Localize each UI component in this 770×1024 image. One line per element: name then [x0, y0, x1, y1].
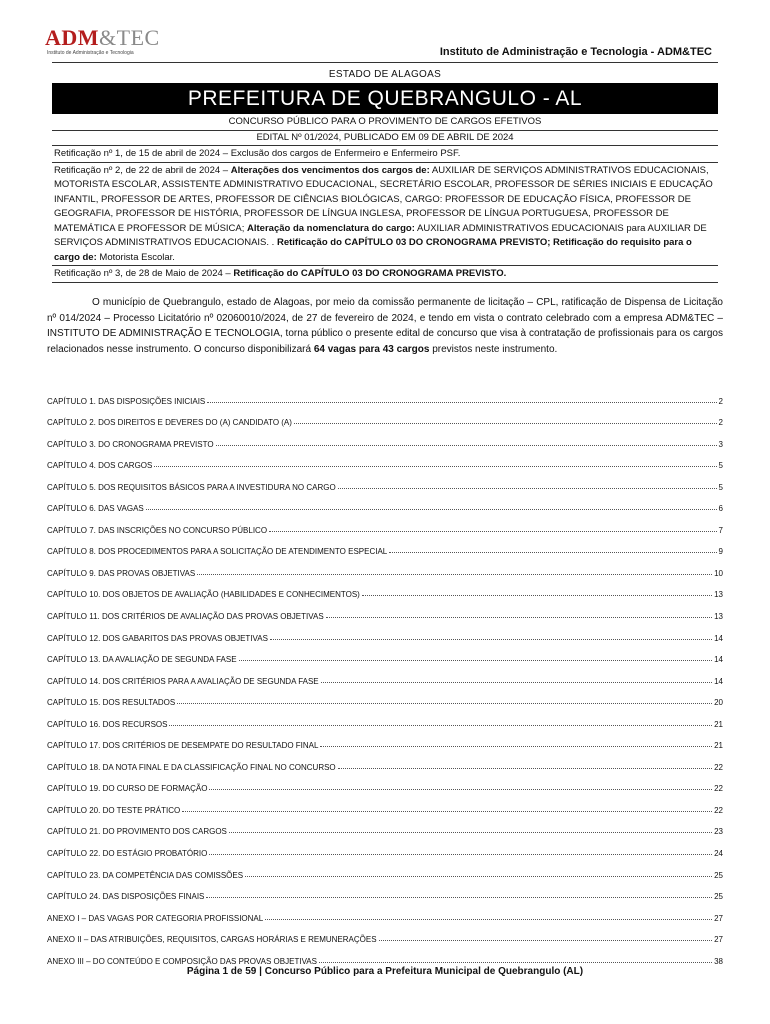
toc-entry-label: CAPÍTULO 2. DOS DIREITOS E DEVERES DO (A) CANDIDATO (A)	[47, 418, 292, 428]
toc-dot-leader	[206, 896, 712, 898]
toc-entry-page: 13	[714, 612, 723, 622]
toc-dot-leader	[319, 961, 712, 963]
toc-dot-leader	[379, 939, 713, 941]
intro-text: O município de Quebrangulo, estado de Alagoas, por meio da comissão permanente de licitação – CPL, ratificação de Dispensa de Licitação nº 014/2024 – Processo Licitatório nº 02060010/2024, de 27 de fevereiro de 2024, e tendo em vista o contrato celebrado com a empresa ADM&TEC – INSTITUTO DE ADMINISTRAÇÃO E TECNOLOGIA, torna público o presente edital de concurso que visa à contratação de profissionais para os cargos relacionados nesse instrumento. O concurso disponibilizará	[47, 297, 723, 355]
logo-wordmark	[45, 26, 160, 50]
toc-entry-label: CAPÍTULO 3. DO CRONOGRAMA PREVISTO	[47, 439, 214, 449]
toc-entry-page: 23	[714, 827, 723, 837]
toc-entry-label: ANEXO II – DAS ATRIBUIÇÕES, REQUISITOS, CARGAS HORÁRIAS E REMUNERAÇÕES	[47, 935, 377, 945]
concurso-subtitle: CONCURSO PÚBLICO PARA O PROVIMENTO DE CARGOS EFETIVOS	[228, 116, 542, 127]
table-of-contents	[47, 384, 723, 966]
toc-entry-page: 38	[714, 956, 723, 966]
toc-entry[interactable]	[47, 470, 723, 492]
toc-entry[interactable]	[47, 643, 723, 665]
toc-entry[interactable]	[47, 449, 723, 471]
toc-entry-label: CAPÍTULO 4. DOS CARGOS	[47, 461, 153, 471]
edital-subtitle: EDITAL Nº 01/2024, PUBLICADO EM 09 DE ABRIL DE 2024	[52, 130, 718, 144]
toc-entry-label: ANEXO III – DO CONTEÚDO E COMPOSIÇÃO DAS PROVAS OBJETIVAS	[47, 956, 317, 966]
toc-entry[interactable]	[47, 944, 723, 966]
toc-entry-label: CAPÍTULO 5. DOS REQUISITOS BÁSICOS PARA A INVESTIDURA NO CARGO	[47, 482, 336, 492]
retificacao-2-bold-1: Alterações dos vencimentos dos cargos de:	[230, 164, 430, 176]
toc-entry-label: CAPÍTULO 12. DOS GABARITOS DAS PROVAS OBJETIVAS	[47, 633, 268, 643]
toc-dot-leader	[389, 551, 716, 553]
retificacao-2-bold-3: Retificação do CAPÍTULO 03 DO CRONOGRAMA PREVISTO; Retificação do requisito para o cargo de:	[54, 237, 692, 263]
toc-entry[interactable]	[47, 535, 723, 557]
toc-entry[interactable]	[47, 880, 723, 902]
toc-entry-label: CAPÍTULO 6. DAS VAGAS	[47, 504, 144, 514]
retificacao-1-text: Retificação nº 1, de 15 de abril de 2024 – Exclusão dos cargos de Enfermeiro e Enfermeiro PSF.	[54, 148, 461, 159]
toc-entry-page: 7	[718, 525, 723, 535]
company-logo	[45, 25, 160, 58]
toc-entry-page: 24	[714, 849, 723, 859]
toc-dot-leader	[154, 465, 716, 467]
retificacao-2-text-1: AUXILIAR DE SERVIÇOS ADMINISTRATIVOS EDUCACIONAIS, MOTORISTA ESCOLAR, ASSISTENTE ADMINISTRATIVO EDUCACIONAL, SECRETÁRIO ESCOLAR, PROFESSOR DE SÉRIES INICIAIS E EDUCAÇÃO INFANTIL, PROFESSOR DE ARTES, PROFESSOR DE CIÊNCIAS BIOLÓGICAS, CARGO: PROFESSOR DE EDUCAÇÃO FÍSICA, PROFESSOR DE GEOGRAFIA, PROFESSOR DE HISTÓRIA, PROFESSOR DE LÍNGUA INGLESA, PROFESSOR DE LÍNGUA PORTUGUESA, PROFESSOR DE MATEMÁTICA E PROFESSOR DE MÚSICA;	[54, 164, 713, 234]
toc-dot-leader	[209, 788, 712, 790]
toc-entry[interactable]	[47, 729, 723, 751]
toc-entry-label: CAPÍTULO 7. DAS INSCRIÇÕES NO CONCURSO PÚBLICO	[47, 525, 268, 535]
toc-entry[interactable]	[47, 664, 723, 686]
toc-entry[interactable]	[47, 427, 723, 449]
toc-dot-leader	[182, 810, 712, 812]
toc-entry[interactable]	[47, 513, 723, 535]
retificacao-3	[52, 265, 718, 283]
retificacoes-box	[52, 145, 718, 283]
toc-entry-page: 25	[714, 892, 723, 902]
retificacao-2	[52, 162, 718, 266]
toc-dot-leader	[320, 745, 712, 747]
toc-entry-page: 3	[718, 439, 723, 449]
toc-entry-label: CAPÍTULO 11. DOS CRITÉRIOS DE AVALIAÇÃO DAS PROVAS OBJETIVAS	[47, 612, 324, 622]
toc-entry-label: CAPÍTULO 17. DOS CRITÉRIOS DE DESEMPATE DO RESULTADO FINAL	[47, 741, 319, 751]
toc-entry-label: CAPÍTULO 20. DO TESTE PRÁTICO	[47, 805, 181, 815]
toc-entry-page: 25	[714, 870, 723, 880]
header-divider	[52, 62, 718, 63]
toc-entry-page: 6	[718, 504, 723, 514]
toc-entry-page: 14	[714, 676, 723, 686]
toc-entry[interactable]	[47, 406, 723, 428]
toc-dot-leader	[270, 638, 712, 640]
toc-entry-label: CAPÍTULO 10. DOS OBJETOS DE AVALIAÇÃO (HABILIDADES E CONHECIMENTOS)	[47, 590, 360, 600]
toc-dot-leader	[269, 530, 717, 532]
page-title: PREFEITURA DE QUEBRANGULO - AL	[52, 83, 718, 114]
logo-tec: &TEC	[99, 25, 160, 50]
toc-entry-label: ANEXO I – DAS VAGAS POR CATEGORIA PROFISSIONAL	[47, 913, 264, 923]
retificacao-3-prefix: Retificação nº 3, de 28 de Maio de 2024 –	[54, 268, 234, 279]
toc-entry-page: 2	[718, 396, 723, 406]
toc-dot-leader	[294, 422, 717, 424]
toc-entry-page: 9	[718, 547, 723, 557]
toc-entry-page: 14	[714, 633, 723, 643]
toc-entry-page: 22	[714, 784, 723, 794]
toc-entry-label: CAPÍTULO 1. DAS DISPOSIÇÕES INICIAIS	[47, 396, 206, 406]
toc-dot-leader	[338, 487, 717, 489]
intro-vagas-highlight: 64 vagas para 43 cargos	[313, 343, 430, 355]
toc-entry[interactable]	[47, 599, 723, 621]
toc-entry[interactable]	[47, 578, 723, 600]
toc-entry-page: 27	[714, 935, 723, 945]
toc-dot-leader	[338, 767, 712, 769]
logo-adm: ADM	[45, 25, 100, 50]
toc-entry-label: CAPÍTULO 9. DAS PROVAS OBJETIVAS	[47, 568, 196, 578]
toc-entry-page: 5	[718, 482, 723, 492]
page-footer: Página 1 de 59 | Concurso Público para a Prefeitura Municipal de Quebrangulo (AL)	[186, 966, 584, 977]
intro-paragraph	[47, 295, 723, 357]
toc-entry-page: 21	[714, 719, 723, 729]
toc-entry-page: 21	[714, 741, 723, 751]
toc-dot-leader	[265, 918, 712, 920]
toc-entry[interactable]	[47, 793, 723, 815]
toc-entry[interactable]	[47, 621, 723, 643]
toc-entry-page: 13	[714, 590, 723, 600]
retificacao-2-text-3: Motorista Escolar.	[96, 251, 175, 263]
toc-dot-leader	[146, 508, 717, 510]
toc-entry-page: 20	[714, 698, 723, 708]
toc-entry[interactable]	[47, 707, 723, 729]
toc-dot-leader	[239, 659, 713, 661]
toc-entry-label: CAPÍTULO 23. DA COMPETÊNCIA DAS COMISSÕES	[47, 870, 244, 880]
toc-dot-leader	[216, 444, 717, 446]
toc-dot-leader	[362, 594, 712, 596]
toc-dot-leader	[209, 853, 712, 855]
toc-dot-leader	[197, 573, 712, 575]
toc-entry-label: CAPÍTULO 22. DO ESTÁGIO PROBATÓRIO	[47, 849, 208, 859]
toc-entry-label: CAPÍTULO 15. DOS RESULTADOS	[47, 698, 176, 708]
toc-dot-leader	[177, 702, 712, 704]
toc-entry[interactable]	[47, 815, 723, 837]
retificacao-1	[52, 145, 718, 162]
state-heading: ESTADO DE ALAGOAS	[328, 69, 442, 80]
toc-entry-label: CAPÍTULO 14. DOS CRITÉRIOS PARA A AVALIAÇÃO DE SEGUNDA FASE	[47, 676, 319, 686]
toc-entry[interactable]	[47, 772, 723, 794]
toc-entry-label: CAPÍTULO 18. DA NOTA FINAL E DA CLASSIFICAÇÃO FINAL NO CONCURSO	[47, 762, 336, 772]
toc-entry-page: 10	[714, 568, 723, 578]
toc-entry-label: CAPÍTULO 19. DO CURSO DE FORMAÇÃO	[47, 784, 208, 794]
toc-dot-leader	[229, 831, 712, 833]
toc-entry-label: CAPÍTULO 8. DOS PROCEDIMENTOS PARA A SOLICITAÇÃO DE ATENDIMENTO ESPECIAL	[47, 547, 388, 557]
toc-entry-label: CAPÍTULO 13. DA AVALIAÇÃO DE SEGUNDA FASE	[47, 655, 237, 665]
toc-entry[interactable]	[47, 858, 723, 880]
toc-entry[interactable]	[47, 384, 723, 406]
retificacao-2-prefix: Retificação nº 2, de 22 de abril de 2024 –	[54, 164, 231, 176]
toc-dot-leader	[169, 724, 712, 726]
toc-entry-page: 2	[718, 418, 723, 428]
intro-tail: previstos neste instrumento.	[429, 343, 558, 355]
header-organization: Instituto de Administração e Tecnologia - ADM&TEC	[439, 46, 712, 58]
toc-entry[interactable]	[47, 836, 723, 858]
toc-entry-label: CAPÍTULO 21. DO PROVIMENTO DOS CARGOS	[47, 827, 227, 837]
retificacao-3-bold: Retificação do CAPÍTULO 03 DO CRONOGRAMA PREVISTO.	[233, 268, 507, 279]
retificacao-2-bold-2: Alteração da nomenclatura do cargo:	[247, 222, 415, 234]
toc-entry[interactable]	[47, 750, 723, 772]
toc-entry-page: 22	[714, 805, 723, 815]
toc-entry[interactable]	[47, 686, 723, 708]
toc-entry-page: 14	[714, 655, 723, 665]
toc-entry-page: 27	[714, 913, 723, 923]
toc-entry[interactable]	[47, 901, 723, 923]
toc-entry[interactable]	[47, 923, 723, 945]
logo-tagline: Instituto de Administração e Tecnologia	[47, 50, 134, 56]
toc-entry-label: CAPÍTULO 24. DAS DISPOSIÇÕES FINAIS	[47, 892, 205, 902]
toc-dot-leader	[321, 681, 712, 683]
toc-dot-leader	[245, 875, 712, 877]
toc-dot-leader	[326, 616, 712, 618]
toc-entry-label: CAPÍTULO 16. DOS RECURSOS	[47, 719, 168, 729]
toc-entry[interactable]	[47, 492, 723, 514]
toc-entry-page: 5	[718, 461, 723, 471]
toc-entry-page: 22	[714, 762, 723, 772]
toc-dot-leader	[207, 401, 716, 403]
retificacao-2-text-2: AUXILIAR ADMINISTRATIVOS EDUCACIONAIS para AUXILIAR DE SERVIÇOS ADMINISTRATIVOS EDUCACIONAIS. .	[54, 222, 707, 248]
toc-entry[interactable]	[47, 556, 723, 578]
